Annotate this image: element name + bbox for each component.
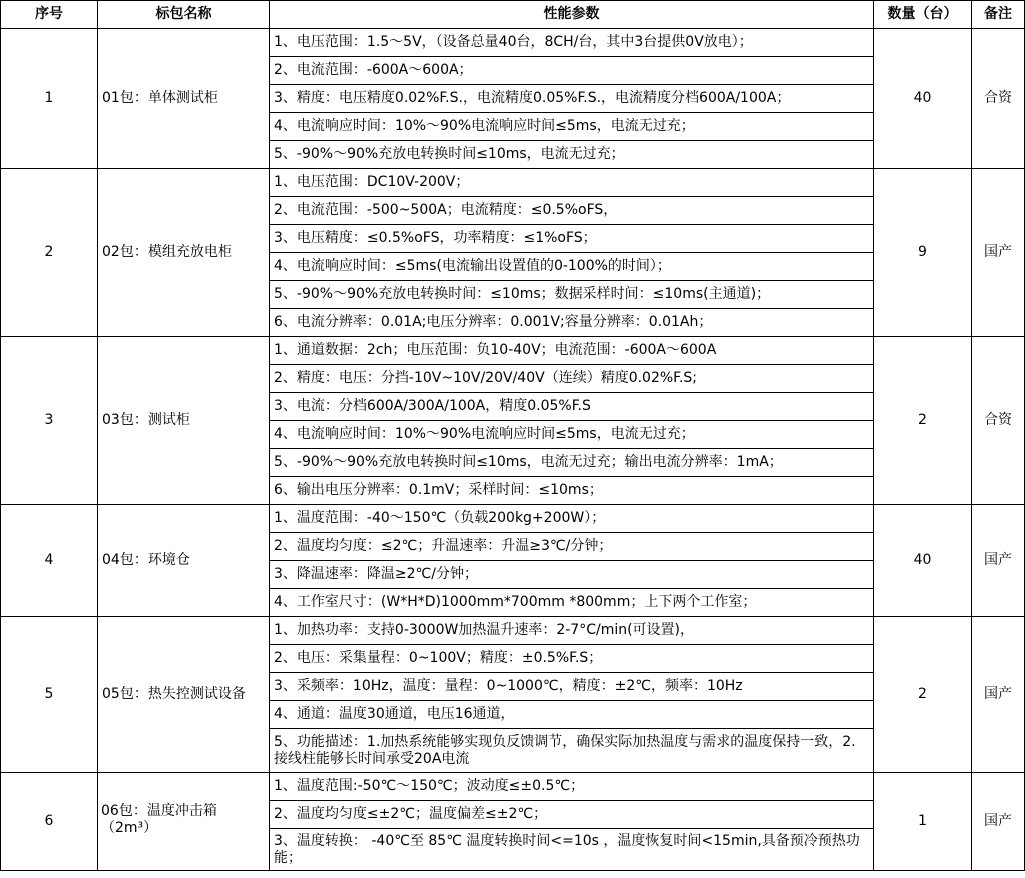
param-line: 6、输出电压分辨率：0.1mV；采样时间：≤10ms； [270,477,874,505]
param-line: 2、电流范围：-600A～600A； [270,57,874,85]
param-line: 2、电压：采集量程：0~100V；精度：±0.5%F.S； [270,645,874,673]
param-line: 4、电流响应时间：≤5ms(电流输出设置值的0-100%的时间）； [270,253,874,281]
note: 合资 [972,337,1025,505]
param-line: 3、精度：电压精度0.02%F.S.，电流精度0.05%F.S.，电流精度分档600A/100A； [270,85,874,113]
param-line: 3、降温速率：降温≥2℃/分钟； [270,561,874,589]
header-params: 性能参数 [270,1,874,29]
package-name: 02包：模组充放电柜 [98,169,270,337]
package-name: 03包：测试柜 [98,337,270,505]
note: 国产 [972,169,1025,337]
note: 合资 [972,29,1025,169]
param-line: 3、采频率：10Hz，温度：量程：0~1000℃，精度：±2℃，频率：10Hz [270,673,874,701]
header-qty: 数量（台） [874,1,972,29]
param-line: 4、工作室尺寸：(W*H*D)1000mm*700mm *800mm；上下两个工作室； [270,589,874,617]
param-line: 2、电流范围：-500~500A；电流精度：≤0.5%oFS， [270,197,874,225]
param-line: 4、通道：温度30通道，电压16通道， [270,701,874,729]
quantity: 40 [874,505,972,617]
param-line: 3、电流：分档600A/300A/100A，精度0.05%F.S [270,393,874,421]
param-line: 1、电压范围：1.5～5V，（设备总量40台，8CH/台，其中3台提供0V放电）； [270,29,874,57]
header-package-name: 标包名称 [98,1,270,29]
row-no: 3 [1,337,98,505]
param-line: 2、温度均匀度≤±2℃；温度偏差≤±2℃； [270,801,874,829]
quantity: 2 [874,337,972,505]
param-line: 4、电流响应时间：10%～90%电流响应时间≤5ms，电流无过充； [270,421,874,449]
param-line: 5、-90%～90%充放电转换时间≤10ms，电流无过充；输出电流分辨率：1mA； [270,449,874,477]
row-no: 6 [1,773,98,871]
param-line: 1、温度范围:-50℃～150℃；波动度≤±0.5℃； [270,773,874,801]
table-row [1,337,1025,365]
quantity: 9 [874,169,972,337]
header-note: 备注 [972,1,1025,29]
table-row [1,169,1025,197]
param-line: 4、电流响应时间：10%～90%电流响应时间≤5ms，电流无过充； [270,113,874,141]
param-line: 5、-90%～90%充放电转换时间≤10ms，电流无过充； [270,141,874,169]
param-line: 1、电压范围：DC10V-200V； [270,169,874,197]
row-no: 2 [1,169,98,337]
param-line: 3、温度转换： -40℃至 85℃ 温度转换时间<=10s ，温度恢复时间<15min,具备预冷预热功能； [270,829,874,871]
quantity: 40 [874,29,972,169]
package-name: 01包：单体测试柜 [98,29,270,169]
param-line: 5、-90%～90%充放电转换时间：≤10ms；数据采样时间：≤10ms(主通道)； [270,281,874,309]
quantity: 2 [874,617,972,773]
package-name: 04包：环境仓 [98,505,270,617]
header-no: 序号 [1,1,98,29]
table-row [1,617,1025,645]
param-line: 1、温度范围：-40～150℃（负载200kg+200W）； [270,505,874,533]
param-line: 6、电流分辨率：0.01A;电压分辨率：0.001V;容量分辨率：0.01Ah； [270,309,874,337]
note: 国产 [972,617,1025,773]
param-line: 2、温度均匀度：≤2℃；升温速率：升温≥3℃/分钟； [270,533,874,561]
package-name: 06包：温度冲击箱（2m³） [98,773,270,871]
param-line: 2、精度：电压：分挡-10V~10V/20V/40V（连续）精度0.02%F.S; [270,365,874,393]
row-no: 1 [1,29,98,169]
table-row [1,505,1025,533]
note: 国产 [972,773,1025,871]
param-line: 5、功能描述：1.加热系统能够实现负反馈调节，确保实际加热温度与需求的温度保持一致，2.接线柱能够长时间承受20A电流 [270,729,874,773]
note: 国产 [972,505,1025,617]
header-row [1,1,1025,29]
row-no: 5 [1,617,98,773]
param-line: 1、加热功率：支持0-3000W加热温升速率：2-7°C/min(可设置)， [270,617,874,645]
quantity: 1 [874,773,972,871]
param-line: 3、电压精度：≤0.5%oFS，功率精度：≤1%oFS； [270,225,874,253]
table-row [1,29,1025,57]
package-name: 05包：热失控测试设备 [98,617,270,773]
row-no: 4 [1,505,98,617]
table-row [1,773,1025,801]
param-line: 1、通道数据：2ch；电压范围：负10-40V；电流范围：-600A～600A [270,337,874,365]
